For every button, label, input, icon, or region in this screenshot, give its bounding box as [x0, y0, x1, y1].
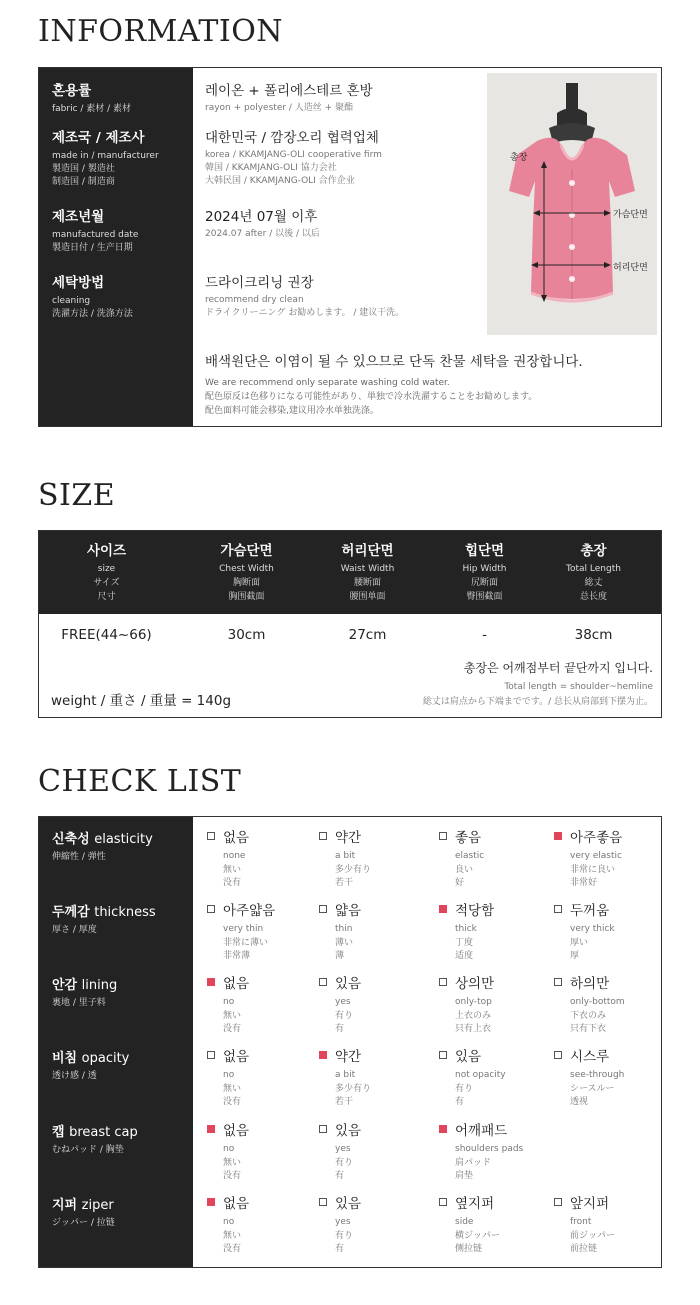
- label-sub: fabric / 素材 / 素材: [52, 104, 132, 114]
- option-label: 시스루: [570, 1049, 610, 1065]
- unchecked-box-icon: [554, 1051, 562, 1059]
- label-title: [52, 1047, 129, 1066]
- option-sub: 厚い: [570, 937, 589, 948]
- label-ko: 캡: [52, 1125, 65, 1140]
- checklist-option: [439, 1192, 559, 1257]
- checklist-option: [554, 1045, 674, 1110]
- label-sub: 製造国 / 製造社: [52, 164, 115, 174]
- label-elasticity: [52, 828, 153, 864]
- option-label: 아주얇음: [223, 903, 276, 919]
- option-sub: 前拉链: [570, 1244, 598, 1254]
- checked-box-icon: [439, 1125, 447, 1133]
- option-sub: only-bottom: [570, 997, 625, 1007]
- column-sub: 腰断面: [353, 578, 381, 588]
- value-made-in: [205, 126, 382, 188]
- option-label: 있음: [335, 1123, 362, 1139]
- label-title: [52, 974, 117, 993]
- column-sub: 尻断面: [470, 578, 498, 588]
- option-sub: 有: [455, 1097, 465, 1107]
- option-label: 아주좋음: [570, 830, 623, 846]
- option-sub: yes: [335, 1217, 351, 1227]
- option-sub: 横ジッパー: [455, 1230, 501, 1241]
- label-sub: 洗濯方法 / 洗涤方法: [52, 309, 133, 319]
- option-sub: 非常好: [570, 878, 598, 888]
- information-label-column: [39, 68, 193, 426]
- checklist-table: [38, 816, 662, 1268]
- size-table: [38, 530, 662, 718]
- option-head: [207, 1045, 327, 1065]
- option-label: 옆지퍼: [455, 1196, 495, 1212]
- option-sub: 厚: [570, 951, 580, 961]
- option-head: [319, 1119, 439, 1139]
- option-sub: not opacity: [455, 1070, 506, 1080]
- option-sub: 無い: [223, 1157, 242, 1168]
- checklist-option: [439, 826, 559, 891]
- option-sub: very thick: [570, 924, 615, 934]
- size-col-hip: [422, 531, 547, 604]
- option-head: [207, 972, 327, 992]
- column-title: 허리단면: [341, 543, 394, 559]
- column-title: 힙단면: [464, 543, 505, 559]
- option-head: [207, 899, 327, 919]
- option-label: 어깨패드: [455, 1123, 508, 1139]
- option-sub: 若干: [335, 1097, 354, 1107]
- value-main: 드라이크리닝 권장: [205, 275, 314, 291]
- option-head: [319, 1045, 439, 1065]
- value-sub: 2024.07 after / 以後 / 以后: [205, 229, 320, 239]
- checklist-option: [207, 899, 327, 964]
- option-head: [207, 1192, 327, 1212]
- label-cleaning: [52, 271, 133, 321]
- unchecked-box-icon: [439, 1051, 447, 1059]
- option-sub: yes: [335, 997, 351, 1007]
- option-sub: elastic: [455, 851, 485, 861]
- label-title: 제조년월: [52, 209, 105, 225]
- checklist-option: [554, 899, 674, 964]
- label-ko: 비침: [52, 1051, 78, 1066]
- note-sub: Total length = shoulder~hemline: [504, 682, 653, 692]
- label-en: thickness: [94, 905, 156, 920]
- checklist-option: [439, 1045, 559, 1110]
- unchecked-box-icon: [319, 1198, 327, 1206]
- option-head: [554, 1045, 674, 1065]
- option-sub: 只有下衣: [570, 1024, 607, 1034]
- column-sub: 总长度: [579, 592, 607, 602]
- column-sub: Hip Width: [462, 564, 507, 574]
- checklist-option: [554, 826, 674, 891]
- unchecked-box-icon: [439, 832, 447, 840]
- label-manufactured-date: [52, 205, 138, 255]
- option-sub: 没有: [223, 878, 242, 888]
- label-fabric: [52, 79, 131, 116]
- checklist-option: [207, 1119, 327, 1184]
- option-sub: 多少有り: [335, 864, 372, 875]
- option-label: 없음: [223, 1049, 250, 1065]
- option-sub: 透视: [570, 1097, 589, 1107]
- option-sub: 侧拉链: [455, 1244, 483, 1254]
- notice-main: 배색원단은 이염이 될 수 있으므로 단독 찬물 세탁을 권장합니다.: [205, 354, 583, 370]
- waist-label: 허리단면: [613, 263, 648, 273]
- column-sub: Chest Width: [219, 564, 274, 574]
- checked-box-icon: [439, 905, 447, 913]
- option-head: [439, 972, 559, 992]
- column-sub: 臀围截面: [466, 592, 503, 602]
- checklist-option: [554, 972, 674, 1037]
- length-label: 총장: [510, 153, 528, 163]
- option-label: 하의만: [570, 976, 610, 992]
- option-sub: 丁度: [455, 937, 474, 948]
- unchecked-box-icon: [207, 832, 215, 840]
- option-sub: a bit: [335, 851, 356, 861]
- option-sub: 下衣のみ: [570, 1010, 607, 1021]
- option-head: [439, 1192, 559, 1212]
- option-sub: 有: [335, 1024, 345, 1034]
- option-sub: 無い: [223, 1083, 242, 1094]
- column-sub: サイズ: [93, 578, 120, 588]
- option-head: [207, 1119, 327, 1139]
- option-sub: very elastic: [570, 851, 622, 861]
- option-sub: 没有: [223, 1244, 242, 1254]
- option-sub: only-top: [455, 997, 492, 1007]
- option-sub: 非常に薄い: [223, 937, 269, 948]
- notice-sub: 配色面料可能会移染,建议用冷水单独洗涤。: [205, 406, 379, 416]
- option-sub: 没有: [223, 1097, 242, 1107]
- label-sub: 製造日付 / 生产日期: [52, 243, 133, 253]
- option-sub: 没有: [223, 1024, 242, 1034]
- option-head: [554, 1192, 674, 1212]
- option-sub: shoulders pads: [455, 1144, 524, 1154]
- label-made-in: [52, 126, 159, 189]
- option-head: [554, 826, 674, 846]
- label-title: 세탁방법: [52, 275, 105, 291]
- unchecked-box-icon: [319, 832, 327, 840]
- column-sub: 尺寸: [97, 592, 116, 602]
- option-head: [439, 1119, 559, 1139]
- value-fabric: [205, 79, 373, 115]
- waist-value: 27cm: [348, 627, 387, 643]
- option-head: [439, 826, 559, 846]
- hip-value: -: [482, 627, 487, 643]
- option-label: 앞지퍼: [570, 1196, 610, 1212]
- label-en: breast cap: [69, 1125, 138, 1140]
- option-head: [319, 826, 439, 846]
- checked-box-icon: [319, 1051, 327, 1059]
- label-ko: 신축성: [52, 832, 90, 847]
- size-col-chest: [184, 531, 309, 604]
- option-sub: a bit: [335, 1070, 356, 1080]
- column-sub: 総丈: [584, 578, 603, 588]
- value-manufactured-date: [205, 205, 320, 241]
- option-sub: thick: [455, 924, 477, 934]
- chest-value: 30cm: [227, 627, 266, 643]
- checked-box-icon: [207, 1198, 215, 1206]
- option-sub: 有り: [335, 1010, 354, 1021]
- label-title: [52, 828, 153, 847]
- label-sub: manufactured date: [52, 230, 139, 240]
- label-ko: 지퍼: [52, 1198, 78, 1213]
- option-label: 없음: [223, 1196, 250, 1212]
- option-label: 없음: [223, 1123, 250, 1139]
- column-sub: Waist Width: [340, 564, 395, 574]
- option-sub: front: [570, 1217, 592, 1227]
- checklist-label-column: [39, 817, 193, 1267]
- option-head: [319, 899, 439, 919]
- value-sub: ドライクリーニング お勧めします。 / 建议干洗。: [205, 308, 405, 318]
- checklist-option: [207, 1045, 327, 1110]
- checklist-option: [319, 1119, 439, 1184]
- checklist-option: [319, 972, 439, 1037]
- option-sub: no: [223, 1070, 235, 1080]
- option-sub: see-through: [570, 1070, 625, 1080]
- value-cleaning: [205, 271, 404, 320]
- option-label: 약간: [335, 830, 362, 846]
- option-sub: 無い: [223, 1230, 242, 1241]
- option-head: [319, 1192, 439, 1212]
- value-sub: 韓国 / KKAMJANG-OLI 協力会社: [205, 163, 337, 173]
- unchecked-box-icon: [554, 905, 562, 913]
- unchecked-box-icon: [554, 978, 562, 986]
- option-sub: side: [455, 1217, 474, 1227]
- size-col-length: [531, 531, 656, 604]
- value-sub: 大韩民国 / KKAMJANG-OLI 合作企业: [205, 176, 355, 186]
- unchecked-box-icon: [207, 1051, 215, 1059]
- label-sub: 裏地 / 里子料: [52, 998, 106, 1008]
- value-sub: rayon + polyester / 人造丝 + 聚酯: [205, 103, 354, 113]
- option-sub: 有: [335, 1244, 345, 1254]
- label-lining: [52, 974, 117, 1010]
- label-ko: 두께감: [52, 905, 90, 920]
- option-label: 좋음: [455, 830, 482, 846]
- option-sub: no: [223, 1217, 235, 1227]
- size-col-waist: [305, 531, 430, 604]
- length-value: 38cm: [574, 627, 613, 643]
- length-note: [423, 659, 653, 710]
- washing-notice: [205, 350, 583, 418]
- option-sub: 有り: [335, 1230, 354, 1241]
- column-sub: 胸断面: [232, 578, 260, 588]
- option-sub: 适度: [455, 951, 474, 961]
- checklist-option: [319, 1045, 439, 1110]
- value-sub: recommend dry clean: [205, 295, 304, 305]
- option-sub: very thin: [223, 924, 264, 934]
- option-sub: 有り: [455, 1083, 474, 1094]
- label-sub: cleaning: [52, 296, 91, 306]
- option-sub: 肩パッド: [455, 1157, 492, 1168]
- option-label: 얇음: [335, 903, 362, 919]
- label-title: [52, 901, 156, 920]
- label-en: opacity: [81, 1051, 130, 1066]
- option-sub: 若干: [335, 878, 354, 888]
- option-sub: 無い: [223, 864, 242, 875]
- option-label: 있음: [335, 976, 362, 992]
- option-head: [554, 972, 674, 992]
- label-ko: 안감: [52, 978, 78, 993]
- option-sub: no: [223, 997, 235, 1007]
- size-title: SIZE: [38, 478, 116, 513]
- checklist-title: CHECK LIST: [38, 764, 242, 799]
- label-ziper: [52, 1194, 115, 1230]
- option-sub: 没有: [223, 1171, 242, 1181]
- unchecked-box-icon: [319, 905, 327, 913]
- checklist-option: [319, 899, 439, 964]
- option-head: [207, 826, 327, 846]
- information-table: [38, 67, 662, 427]
- option-sub: 無い: [223, 1010, 242, 1021]
- label-opacity: [52, 1047, 129, 1083]
- label-en: elasticity: [94, 832, 153, 847]
- unchecked-box-icon: [554, 1198, 562, 1206]
- option-label: 없음: [223, 976, 250, 992]
- column-sub: 腰围单面: [349, 592, 386, 602]
- option-label: 적당함: [455, 903, 495, 919]
- column-title: 총장: [580, 543, 607, 559]
- checklist-option: [319, 1192, 439, 1257]
- option-head: [554, 899, 674, 919]
- unchecked-box-icon: [319, 978, 327, 986]
- option-sub: シースルー: [570, 1083, 615, 1094]
- label-title: [52, 1121, 138, 1140]
- option-label: 두꺼움: [570, 903, 610, 919]
- option-sub: yes: [335, 1144, 351, 1154]
- option-label: 상의만: [455, 976, 495, 992]
- checked-box-icon: [207, 978, 215, 986]
- checklist-option: [207, 1192, 327, 1257]
- label-sub: 透け感 / 透: [52, 1071, 97, 1081]
- checklist-option: [319, 826, 439, 891]
- notice-sub: 配色原反は色移りになる可能性があり、単独で冷水洗濯することをお勧めします。: [205, 392, 538, 402]
- option-sub: none: [223, 851, 246, 861]
- option-head: [439, 899, 559, 919]
- checked-box-icon: [554, 832, 562, 840]
- option-sub: 良い: [455, 864, 474, 875]
- option-sub: 薄: [335, 951, 345, 961]
- label-sub: 厚さ / 厚度: [52, 925, 97, 935]
- checklist-option: [207, 972, 327, 1037]
- option-sub: 非常薄: [223, 951, 251, 961]
- option-sub: 有: [335, 1171, 345, 1181]
- option-sub: no: [223, 1144, 235, 1154]
- option-label: 없음: [223, 830, 250, 846]
- label-sub: made in / manufacturer: [52, 151, 159, 161]
- value-sub: korea / KKAMJANG-OLI cooperative firm: [205, 150, 382, 160]
- chest-label: 가슴단면: [613, 210, 648, 220]
- column-title: 가슴단면: [220, 543, 273, 559]
- unchecked-box-icon: [439, 978, 447, 986]
- note-sub: 総丈は肩点から下端までです。/ 总长从肩部到下摆为止。: [422, 697, 653, 707]
- label-sub: 制造国 / 制造商: [52, 177, 115, 187]
- option-sub: 上衣のみ: [455, 1010, 492, 1021]
- option-sub: 肩垫: [455, 1171, 474, 1181]
- option-head: [439, 1045, 559, 1065]
- unchecked-box-icon: [207, 905, 215, 913]
- column-title: 사이즈: [86, 543, 127, 559]
- label-sub: 伸縮性 / 弹性: [52, 852, 106, 862]
- label-en: lining: [81, 978, 118, 993]
- size-table-header: [39, 531, 661, 614]
- checklist-option: [439, 972, 559, 1037]
- value-main: 2024년 07월 이후: [205, 209, 318, 225]
- option-sub: thin: [335, 924, 353, 934]
- checklist-option: [439, 899, 559, 964]
- label-thickness: [52, 901, 156, 937]
- label-breast-cap: [52, 1121, 138, 1157]
- label-title: 제조국 / 제조사: [52, 130, 145, 146]
- size-value: FREE(44~66): [61, 627, 152, 643]
- garment-illustration: [487, 73, 657, 335]
- option-head: [319, 972, 439, 992]
- option-sub: 薄い: [335, 937, 354, 948]
- unchecked-box-icon: [439, 1198, 447, 1206]
- option-sub: 好: [455, 878, 465, 888]
- checklist-option: [439, 1119, 559, 1184]
- label-sub: ジッパー / 拉链: [52, 1218, 115, 1228]
- checked-box-icon: [207, 1125, 215, 1133]
- unchecked-box-icon: [319, 1125, 327, 1133]
- column-sub: size: [97, 564, 116, 574]
- label-title: 혼용률: [52, 83, 92, 99]
- notice-sub: We are recommend only separate washing cold water.: [205, 378, 450, 388]
- option-sub: 前ジッパー: [570, 1230, 616, 1241]
- option-sub: 有り: [335, 1157, 354, 1168]
- label-title: [52, 1194, 115, 1213]
- option-label: 있음: [335, 1196, 362, 1212]
- information-title: INFORMATION: [38, 14, 284, 49]
- value-main: 대한민국 / 깜장오리 협력업체: [205, 130, 379, 146]
- column-sub: Total Length: [566, 564, 621, 574]
- checklist-option: [554, 1192, 674, 1257]
- label-en: ziper: [81, 1198, 114, 1213]
- option-sub: 非常に良い: [570, 864, 616, 875]
- note-main: 총장은 어깨점부터 끝단까지 입니다.: [463, 661, 653, 675]
- checklist-option: [207, 826, 327, 891]
- value-main: 레이온 + 폴리에스테르 혼방: [205, 83, 373, 99]
- option-label: 있음: [455, 1049, 482, 1065]
- option-label: 약간: [335, 1049, 362, 1065]
- option-sub: 多少有り: [335, 1083, 372, 1094]
- option-sub: 只有上衣: [455, 1024, 492, 1034]
- product-photo: [487, 73, 657, 335]
- weight-text: weight / 重さ / 重量 = 140g: [51, 693, 232, 709]
- label-sub: むねパッド / 胸垫: [52, 1145, 124, 1155]
- size-col-size: [44, 531, 169, 604]
- column-sub: 胸围截面: [228, 592, 265, 602]
